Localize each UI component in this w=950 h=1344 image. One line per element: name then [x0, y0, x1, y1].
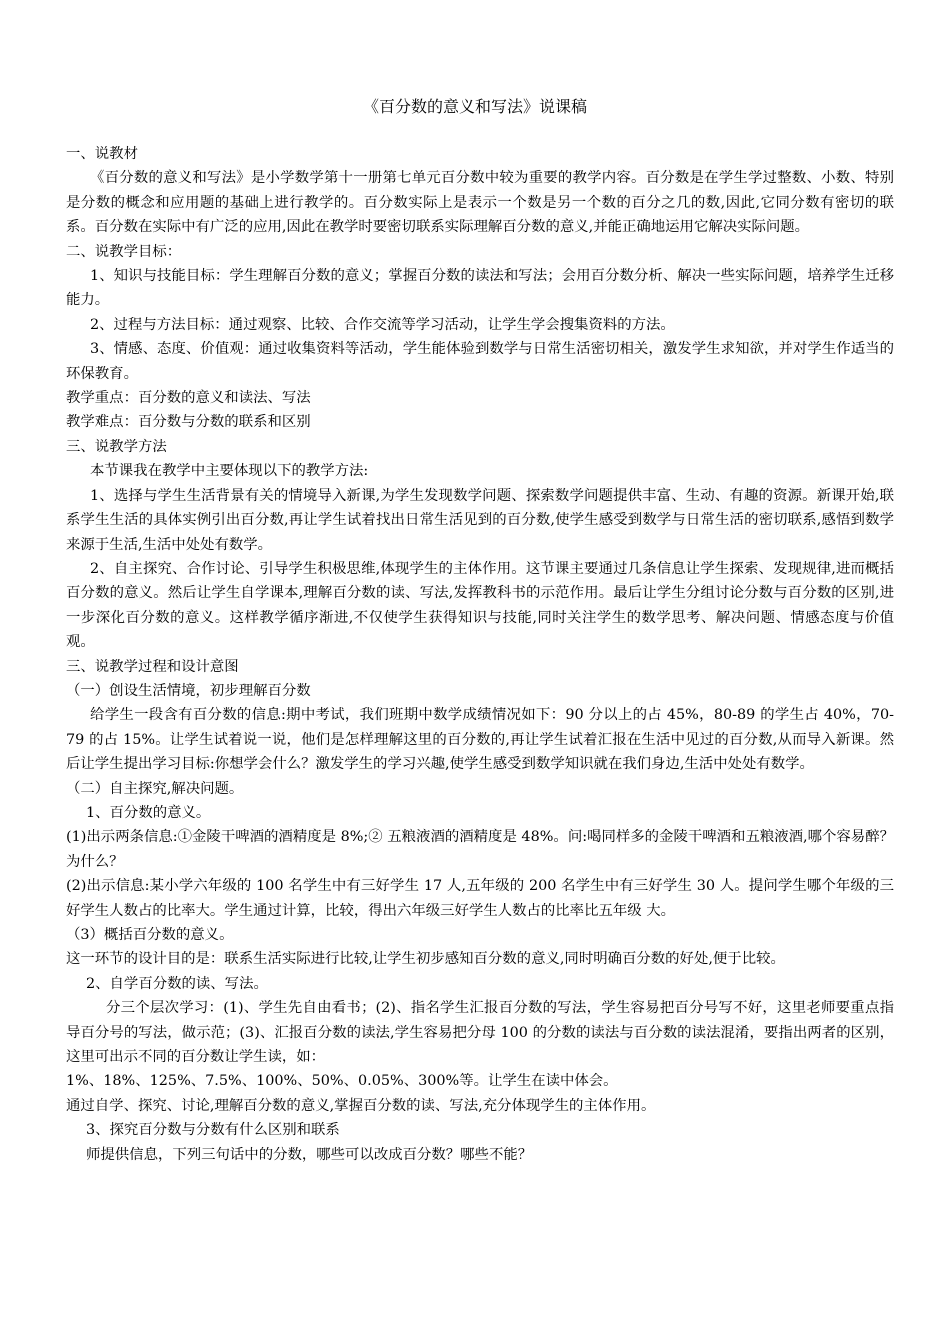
paragraph: （3）概括百分数的意义。 [66, 927, 234, 943]
paragraph: 三、说教学过程和设计意图 [66, 658, 239, 675]
paragraph: 3、情感、态度、价值观：通过收集资料等活动，学生能体验到数学与日常生活密切相关，激发学生求知欲，并对学生作适当的环保教育。 [66, 341, 894, 382]
paragraph: 1%、18%、125%、7.5%、100%、50%、0.05%、300%等。让学生在读中体会。 [66, 1073, 618, 1090]
paragraph: (1)出示两条信息:①金陵干啤酒的酒精度是 8%;② 五粮液酒的酒精度是 48%。问:喝同样多的金陵干啤酒和五粮液酒,哪个容易醉？为什么？ [66, 829, 894, 870]
paragraph: 1、知识与技能目标：学生理解百分数的意义；掌握百分数的读法和写法；会用百分数分析、解决一些实际问题，培养学生迁移能力。 [66, 268, 894, 309]
paragraph: 三、说教学方法 [66, 438, 167, 455]
paragraph: 给学生一段含有百分数的信息:期中考试，我们班期中数学成绩情况如下：90 分以上的占 45%，80-89 的学生占 40%，70-79 的占 15%。让学生试着说一说，他们是怎样理解这里的百分数的,再让学生试着汇报在生活中见过的百分数,从而导入新课。然后让学生提出学习目标:你想学会什么？激发学生的学习兴趣,使学生感受到数学知识就在我们身边,生活中处处有数学。 [66, 707, 894, 773]
paragraph: 这一环节的设计目的是：联系生活实际进行比较,让学生初步感知百分数的意义,同时明确百分数的好处,便于比较。 [66, 951, 785, 968]
paragraph: 师提供信息，下列三句话中的分数，哪些可以改成百分数？哪些不能？ [86, 1146, 533, 1163]
paragraph: 教学重点：百分数的意义和读法、写法 [66, 390, 311, 407]
paragraph: （一）创设生活情境，初步理解百分数 [66, 682, 311, 699]
document-title: 《百分数的意义和写法》说课稿 [362, 97, 587, 116]
paragraph: 2、自学百分数的读、写法。 [86, 975, 268, 992]
paragraph: 2、过程与方法目标：通过观察、比较、合作交流等学习活动，让学生学会搜集资料的方法。 [90, 316, 675, 333]
paragraph: 1、选择与学生生活背景有关的情境导入新课,为学生发现数学问题、探索数学问题提供丰富、生动、有趣的资源。新课开始,联系学生生活的具体实例引出百分数,再让学生试着找出日常生活见到的百分数,使学生感受到数学与日常生活的密切联系,感悟到数学来源于生活,生活中处处有数学。 [66, 487, 894, 553]
paragraph: 1、百分数的意义。 [86, 804, 211, 821]
document-body [66, 142, 894, 1167]
paragraph: （二）自主探究,解决问题。 [66, 780, 244, 797]
paragraph: 3、探究百分数与分数有什么区别和联系 [86, 1122, 340, 1139]
paragraph: 分三个层次学习：(1)、学生先自由看书；(2)、指名学生汇报百分数的写法，学生容易把百分号写不好，这里老师要重点指导百分号的写法，做示范；(3)、汇报百分数的读法,学生容易把分母 100 的分数的读法与百分数的读法混淆，要指出两者的区别，这里可出示不同的百分数让学生读，如： [66, 1000, 894, 1066]
paragraph: 本节课我在教学中主要体现以下的教学方法: [90, 463, 369, 480]
paragraph: 二、说教学目标： [66, 243, 182, 260]
paragraph: 2、自主探究、合作讨论、引导学生积极思维,体现学生的主体作用。这节课主要通过几条信息让学生探索、发现规律,进而概括百分数的意义。然后让学生自学课本,理解百分数的读、写法,发挥教科书的示范作用。最后让学生分组讨论分数与百分数的区别,进一步深化百分数的意义。这样教学循序渐进,不仅使学生获得知识与技能,同时关注学生的数学思考、解决问题、情感态度与价值观。 [66, 560, 894, 651]
paragraph: (2)出示信息:某小学六年级的 100 名学生中有三好学生 17 人,五年级的 200 名学生中有三好学生 30 人。提问学生哪个年级的三好学生人数占的比率大。学生通过计算，比较，得出六年级三好学生人数占的比率比五年级 大。 [66, 878, 894, 919]
paragraph: 《百分数的意义和写法》是小学数学第十一册第七单元百分数中较为重要的教学内容。百分数是在学生学过整数、小数、特别是分数的概念和应用题的基础上进行教学的。百分数实际上是表示一个数是另一个数的百分之几的数,因此,它同分数有密切的联系。百分数在实际中有广泛的应用,因此在教学时要密切联系实际理解百分数的意义,并能正确地运用它解决实际问题。 [66, 170, 894, 236]
paragraph: 一、说教材 [66, 146, 138, 162]
paragraph: 教学难点：百分数与分数的联系和区别 [66, 414, 311, 431]
paragraph: 通过自学、探究、讨论,理解百分数的意义,掌握百分数的读、写法,充分体现学生的主体作用。 [66, 1097, 656, 1114]
